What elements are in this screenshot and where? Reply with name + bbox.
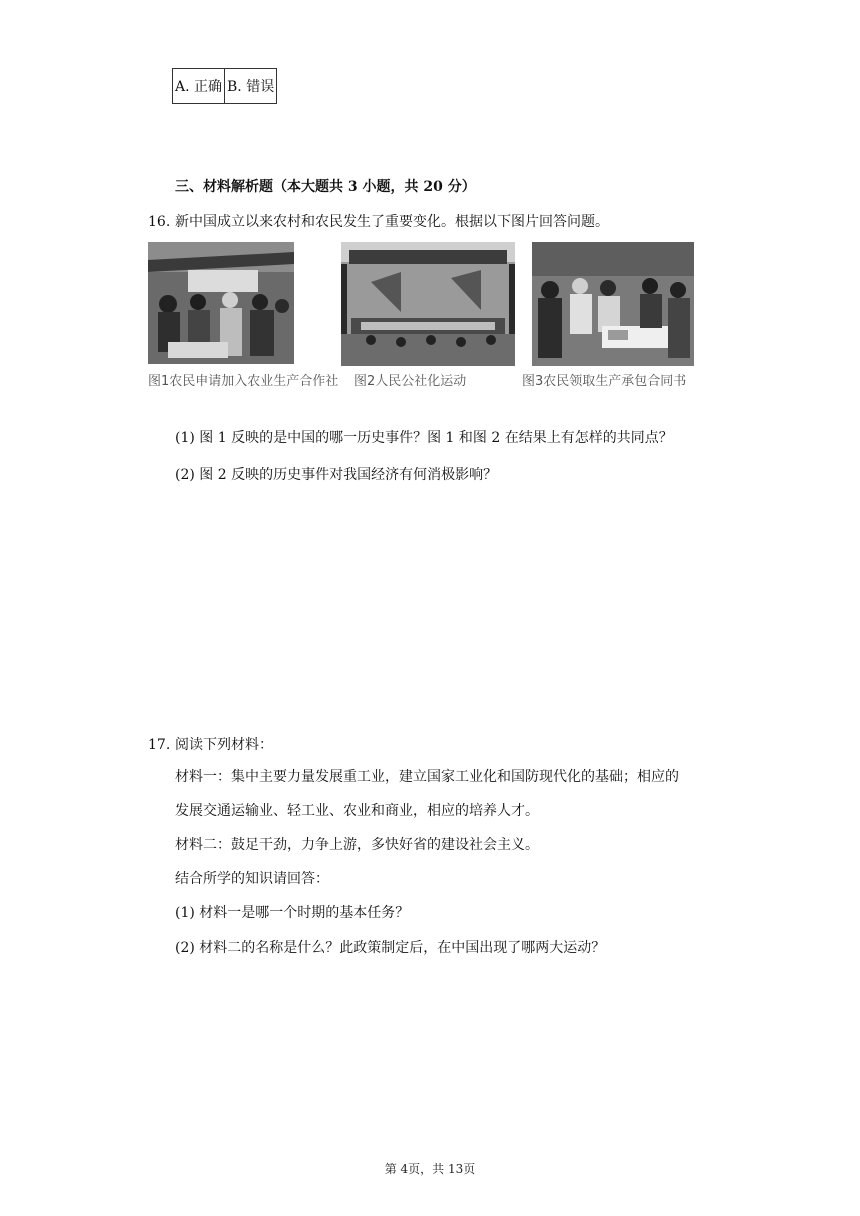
question-16-stem: 新中国成立以来农村和农民发生了重要变化。根据以下图片回答问题。 (175, 214, 609, 230)
question-16-sub-1: (1) 图 1 反映的是中国的哪一历史事件？图 1 和图 2 在结果上有怎样的共同点？ (175, 430, 673, 446)
question-17-prompt: 结合所学的知识请回答： (175, 871, 329, 887)
answer-options-table (172, 68, 277, 104)
contract-photo-icon (532, 242, 694, 366)
farmers-photo-icon (148, 242, 294, 364)
page-number-footer: 第 4页，共 13页 (384, 1162, 476, 1176)
photo-captions (148, 370, 718, 390)
parade-photo-icon (341, 242, 515, 366)
caption-figure-3: 图3农民领取生产承包合同书 (522, 374, 687, 389)
section-title: 三、材料解析题（本大题共 3 小题，共 20 分） (175, 179, 476, 195)
material-1-line-2: 发展交通运输业、轻工业、农业和商业，相应的培养人才。 (175, 803, 539, 819)
material-1-line-1: 材料一：集中主要力量发展重工业，建立国家工业化和国防现代化的基础；相应的 (175, 769, 679, 785)
question-17-number: 17. (148, 737, 171, 753)
question-16-sub-2: (2) 图 2 反映的历史事件对我国经济有何消极影响？ (175, 467, 498, 483)
parade-photo-image (341, 242, 515, 366)
option-b: B. 错误 (225, 69, 277, 104)
material-2: 材料二：鼓足干劲，力争上游，多快好省的建设社会主义。 (175, 837, 539, 853)
question-16-number: 16. (148, 214, 171, 230)
question-17-sub-1: (1) 材料一是哪一个时期的基本任务？ (175, 905, 410, 921)
question-17-sub-2: (2) 材料二的名称是什么？此政策制定后，在中国出现了哪两大运动？ (175, 940, 606, 956)
question-17-stem: 阅读下列材料： (175, 737, 273, 753)
contract-photo-image (532, 242, 694, 366)
option-a: A. 正确 (173, 69, 225, 104)
caption-figure-1: 图1农民申请加入农业生产合作社 (148, 374, 339, 389)
caption-figure-2: 图2人民公社化运动 (354, 374, 467, 389)
farmers-photo-image (148, 242, 294, 364)
